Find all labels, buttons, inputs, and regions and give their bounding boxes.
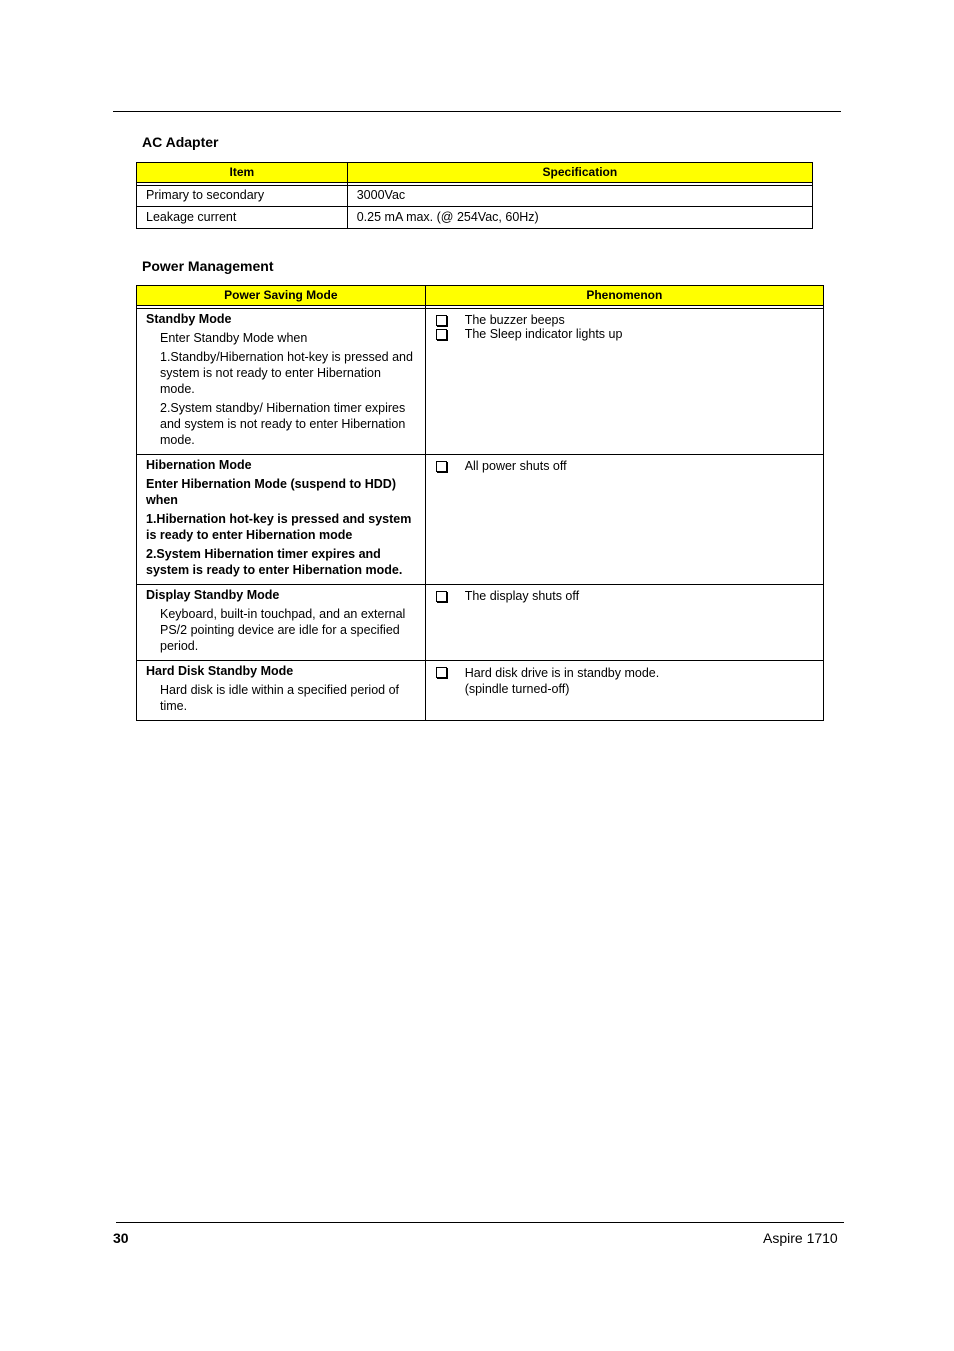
ac-adapter-table xyxy=(136,162,813,229)
phenomenon-text: The display shuts off xyxy=(464,589,580,603)
footer-rule xyxy=(116,1222,844,1223)
mode-description: 1.Hibernation hot-key is pressed and system is ready to enter Hibernation mode xyxy=(146,512,412,542)
mode-description: 1.Standby/Hibernation hot-key is pressed and system is not ready to enter Hibernation mode. xyxy=(160,350,413,396)
ac-adapter-title: AC Adapter xyxy=(142,134,219,150)
checkbox-bullet-icon xyxy=(436,667,447,678)
pm-header-phenomenon: Phenomenon xyxy=(425,286,823,306)
checkbox-bullet-icon xyxy=(436,591,447,602)
table-row xyxy=(137,585,824,661)
mode-description: Enter Hibernation Mode (suspend to HDD) when xyxy=(146,477,396,507)
list-item xyxy=(435,459,814,473)
phenomenon-text: The buzzer beeps xyxy=(464,313,565,327)
mode-cell xyxy=(137,309,426,455)
ac-spec-cell: 3000Vac xyxy=(347,186,812,207)
phenomenon-cell xyxy=(425,661,823,721)
list-item xyxy=(435,665,814,697)
list-item xyxy=(435,589,814,603)
mode-description: Keyboard, built-in touchpad, and an external PS/2 pointing device are idle for a specified period. xyxy=(160,607,406,653)
mode-cell xyxy=(137,585,426,661)
phenomenon-line: Hard disk drive is in standby mode. xyxy=(464,666,660,680)
phenomenon-text: The Sleep indicator lights up xyxy=(464,327,623,341)
ac-header-item: Item xyxy=(137,163,348,183)
ac-item-cell: Leakage current xyxy=(137,207,348,229)
phenomenon-cell xyxy=(425,309,823,455)
mode-cell xyxy=(137,455,426,585)
mode-title: Standby Mode xyxy=(146,312,232,326)
list-item xyxy=(435,313,814,327)
pm-header-mode: Power Saving Mode xyxy=(137,286,426,306)
table-row xyxy=(137,207,813,229)
table-row xyxy=(137,186,813,207)
table-row xyxy=(137,455,824,585)
checkbox-bullet-icon xyxy=(436,461,447,472)
mode-description: 2.System Hibernation timer expires and system is ready to enter Hibernation mode. xyxy=(146,547,403,577)
list-item xyxy=(435,327,814,341)
phenomenon-text xyxy=(465,665,660,697)
mode-title: Display Standby Mode xyxy=(146,588,280,602)
ac-item-cell: Primary to secondary xyxy=(137,186,348,207)
phenomenon-cell xyxy=(425,455,823,585)
mode-cell xyxy=(137,661,426,721)
power-management-title: Power Management xyxy=(142,258,274,274)
page-number: 30 xyxy=(113,1230,129,1246)
phenomenon-cell xyxy=(425,585,823,661)
footer-product-name: Aspire 1710 xyxy=(763,1230,838,1246)
phenomenon-text: All power shuts off xyxy=(464,459,567,473)
mode-description: Hard disk is idle within a specified period of time. xyxy=(160,683,400,713)
mode-description: Enter Standby Mode when xyxy=(160,331,308,345)
ac-header-specification: Specification xyxy=(347,163,812,183)
checkbox-bullet-icon xyxy=(436,329,447,340)
table-row xyxy=(137,661,824,721)
phenomenon-line: (spindle turned-off) xyxy=(464,682,570,696)
mode-description: 2.System standby/ Hibernation timer expires and system is not ready to enter Hibernation mode. xyxy=(160,401,406,447)
header-rule xyxy=(113,111,841,112)
ac-spec-cell: 0.25 mA max. (@ 254Vac, 60Hz) xyxy=(347,207,812,229)
power-management-table xyxy=(136,285,824,721)
checkbox-bullet-icon xyxy=(436,315,447,326)
table-row xyxy=(137,309,824,455)
mode-title: Hibernation Mode xyxy=(146,458,252,472)
mode-title: Hard Disk Standby Mode xyxy=(146,664,294,678)
